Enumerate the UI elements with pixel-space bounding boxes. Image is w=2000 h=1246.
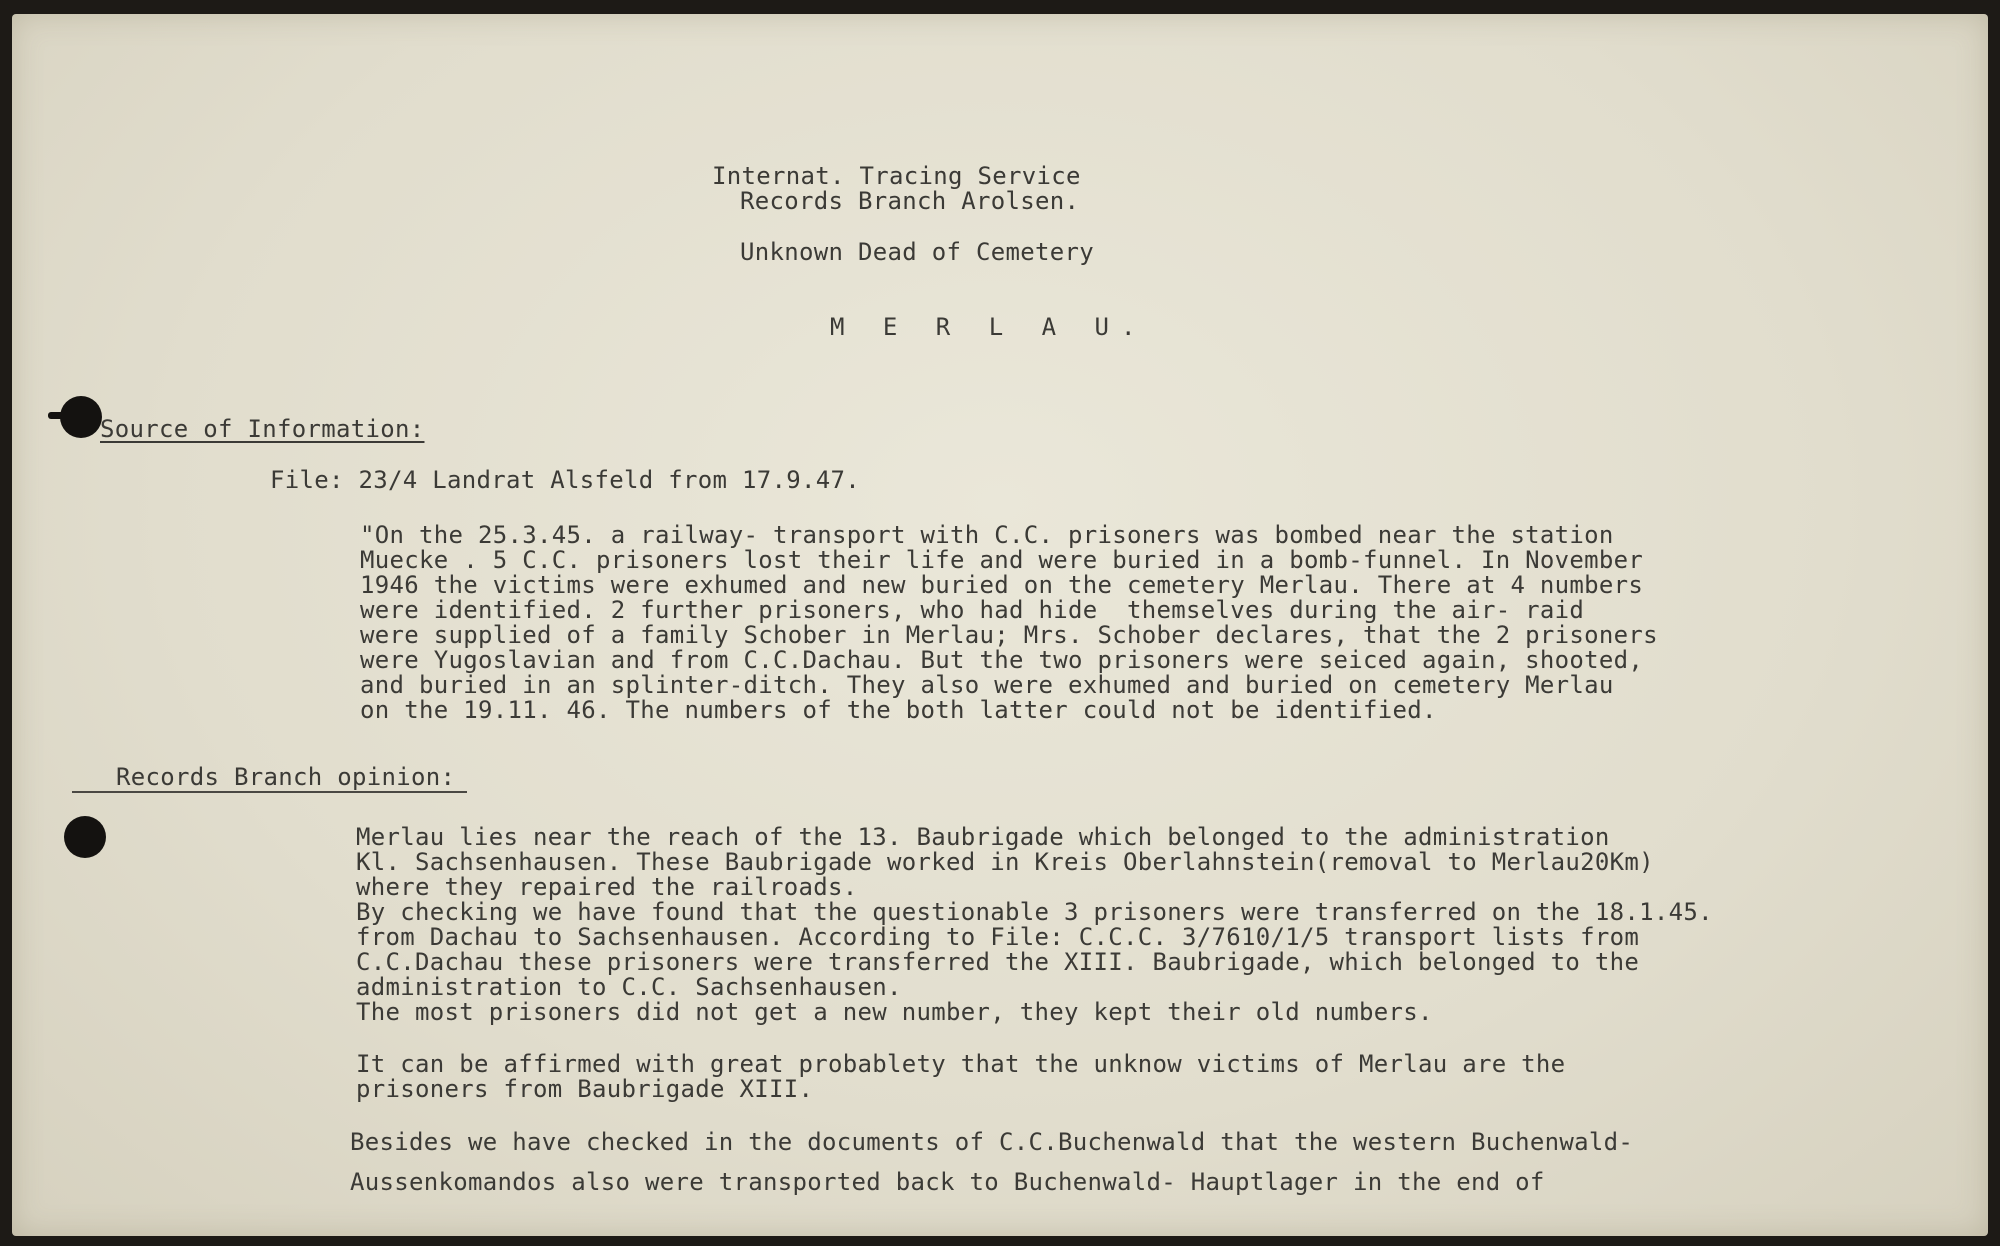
opinion-line: Besides we have checked in the documents of C.C.Buchenwald that the western Buchenwald- (350, 1128, 1634, 1156)
quote-line: Muecke . 5 C.C. prisoners lost their life and were buried in a bomb-funnel. In November (360, 546, 1644, 574)
opinion-line: C.C.Dachau these prisoners were transferred the XIII. Baubrigade, which belonged to the (356, 948, 1640, 976)
header-line-1: Internat. Tracing Service (712, 162, 1081, 190)
opinion-line: administration to C.C. Sachsenhausen. (356, 973, 902, 1001)
source-heading: Source of Information: (100, 415, 425, 443)
quote-line: 1946 the victims were exhumed and new buried on the cemetery Merlau. There at 4 numbers (360, 571, 1644, 599)
opinion-line: Kl. Sachsenhausen. These Baubrigade worked in Kreis Oberlahnstein(removal to Merlau20Km) (356, 848, 1654, 876)
opinion-heading-rule (72, 791, 467, 793)
opinion-line: The most prisoners did not get a new number, they kept their old numbers. (356, 998, 1433, 1026)
quote-line: on the 19.11. 46. The numbers of the both latter could not be identified. (360, 696, 1437, 724)
punch-hole-bottom (64, 816, 106, 858)
opinion-line: prisoners from Baubrigade XIII. (356, 1075, 814, 1103)
opinion-line: Merlau lies near the reach of the 13. Baubrigade which belonged to the administration (356, 823, 1610, 851)
opinion-line: By checking we have found that the questionable 3 prisoners were transferred on the 18.1.45. (356, 898, 1713, 926)
opinion-heading: Records Branch opinion: (116, 763, 456, 791)
punch-hole-top (60, 396, 102, 438)
header-line-3: Unknown Dead of Cemetery (740, 238, 1094, 266)
quote-line: "On the 25.3.45. a railway- transport with C.C. prisoners was bombed near the station (360, 521, 1614, 549)
quote-line: were Yugoslavian and from C.C.Dachau. But the two prisoners were seiced again, shooted, (360, 646, 1644, 674)
opinion-line: Aussenkomandos also were transported back to Buchenwald- Hauptlager in the end of (350, 1168, 1545, 1196)
opinion-line: It can be affirmed with great probablety that the unknow victims of Merlau are the (356, 1050, 1566, 1078)
quote-line: and buried in an splinter-ditch. They also were exhumed and buried on cemetery Merlau (360, 671, 1614, 699)
source-file: File: 23/4 Landrat Alsfeld from 17.9.47. (270, 466, 860, 494)
header-line-2: Records Branch Arolsen. (740, 187, 1080, 215)
quote-line: were supplied of a family Schober in Merlau; Mrs. Schober declares, that the 2 prisoners (360, 621, 1658, 649)
opinion-line: from Dachau to Sachsenhausen. According to File: C.C.C. 3/7610/1/5 transport lists from (356, 923, 1640, 951)
opinion-line: where they repaired the railroads. (356, 873, 858, 901)
quote-line: were identified. 2 further prisoners, who had hide themselves during the air- raid (360, 596, 1585, 624)
place-title: M E R L A U. (830, 313, 1148, 341)
